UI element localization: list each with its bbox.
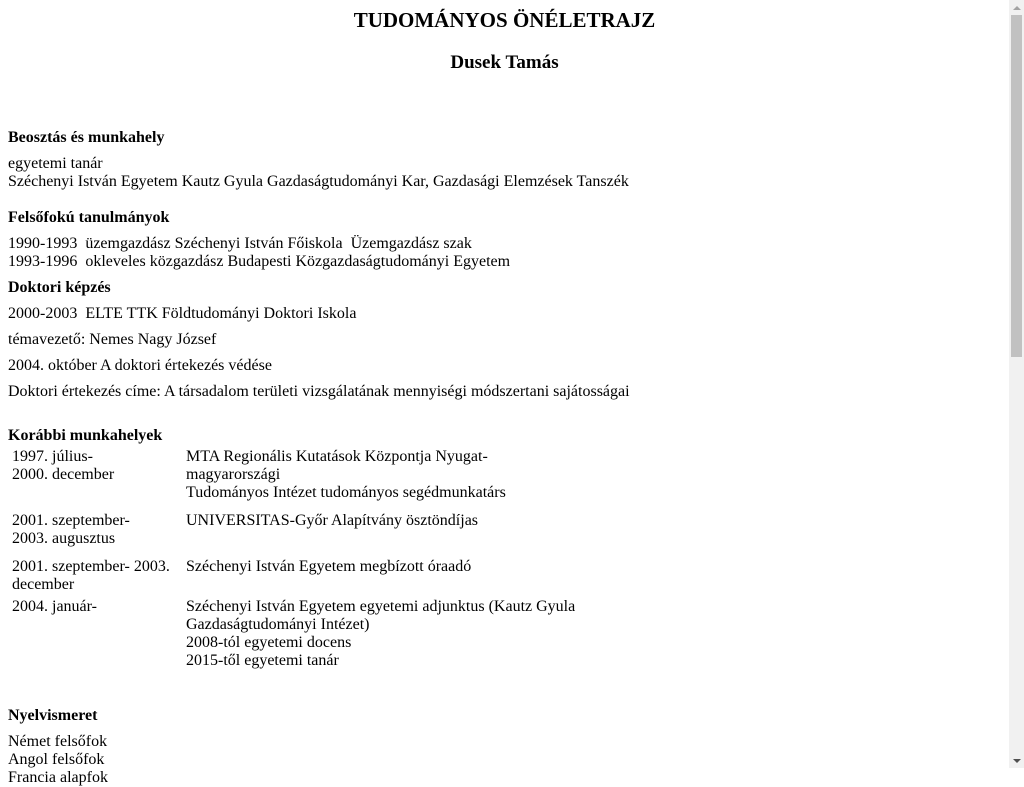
doctoral-school: 2000-2003 ELTE TTK Földtudományi Doktori Iskola — [8, 305, 357, 322]
job-period-line: 1997. július- — [12, 448, 93, 465]
table-row — [11, 597, 582, 671]
doctoral-supervisor: témavezető: Nemes Nagy József — [8, 331, 217, 348]
section-heading-position: Beosztás és munkahely — [8, 129, 165, 146]
job-period-line: 2000. december — [12, 466, 115, 483]
document-title: TUDOMÁNYOS ÖNÉLETRAJZ — [353, 8, 656, 32]
section-heading-doctoral: Doktori képzés — [8, 279, 111, 296]
job-period-line: 2003. augusztus — [12, 530, 116, 547]
job-description-line: 2008-tól egyetemi docens — [186, 634, 352, 651]
job-description-line: UNIVERSITAS-Győr Alapítvány ösztöndíjas — [186, 512, 479, 529]
job-description-line: Széchenyi István Egyetem megbízott óraadó — [186, 558, 472, 575]
arrow-up-icon — [1013, 6, 1021, 10]
job-description-line: Gazdaságtudományi Intézet) — [186, 616, 370, 633]
job-description — [185, 597, 582, 671]
vertical-scrollbar[interactable] — [1009, 0, 1024, 768]
doctoral-defense: 2004. október A doktori értekezés védése — [8, 357, 272, 374]
table-row — [11, 557, 582, 595]
job-description — [185, 557, 582, 595]
language-item: Angol felsőfok — [8, 751, 105, 768]
job-description — [185, 511, 582, 555]
position-title: egyetemi tanár — [8, 155, 103, 172]
position-workplace: Széchenyi István Egyetem Kautz Gyula Gazdaságtudományi Kar, Gazdasági Elemzések Tanszék — [8, 173, 629, 190]
job-period-line: 2001. szeptember- 2003. — [12, 558, 170, 575]
previous-jobs-table — [9, 445, 584, 673]
job-period — [11, 557, 183, 595]
arrow-down-icon — [1013, 759, 1021, 763]
section-heading-languages: Nyelvismeret — [8, 707, 98, 724]
section-heading-education: Felsőfokú tanulmányok — [8, 209, 170, 226]
job-period-line: 2004. január- — [12, 598, 97, 615]
job-description — [185, 447, 582, 509]
doctoral-thesis-title: Doktori értekezés címe: A társadalom területi vizsgálatának mennyiségi módszertani sajátosságai — [8, 383, 630, 400]
job-description-line: 2015-től egyetemi tanár — [186, 652, 339, 669]
job-period-line: december — [12, 576, 75, 593]
job-period-line: 2001. szeptember- — [12, 512, 130, 529]
education-line: 1993-1996 okleveles közgazdász Budapesti Közgazdaságtudományi Egyetem — [8, 253, 511, 270]
language-item: Német felsőfok — [8, 733, 108, 750]
scroll-down-button[interactable] — [1009, 753, 1024, 768]
language-item: Francia alapfok — [8, 769, 108, 786]
table-row — [11, 511, 582, 555]
scrollbar-thumb[interactable] — [1011, 15, 1022, 357]
job-description-line: Tudományos Intézet tudományos segédmunkatárs — [186, 484, 506, 501]
scroll-up-button[interactable] — [1009, 0, 1024, 15]
job-period — [11, 597, 183, 671]
job-description-line: Széchenyi István Egyetem egyetemi adjunktus (Kautz Gyula — [186, 598, 576, 615]
job-description-line: MTA Regionális Kutatások Központja Nyugat-magyarországi — [186, 448, 488, 483]
job-period — [11, 447, 183, 509]
section-heading-previous-jobs: Korábbi munkahelyek — [8, 427, 163, 444]
table-row — [11, 447, 582, 509]
person-name: Dusek Tamás — [450, 52, 559, 73]
education-line: 1990-1993 üzemgazdász Széchenyi István Főiskola Üzemgazdász szak — [8, 235, 472, 252]
job-period — [11, 511, 183, 555]
